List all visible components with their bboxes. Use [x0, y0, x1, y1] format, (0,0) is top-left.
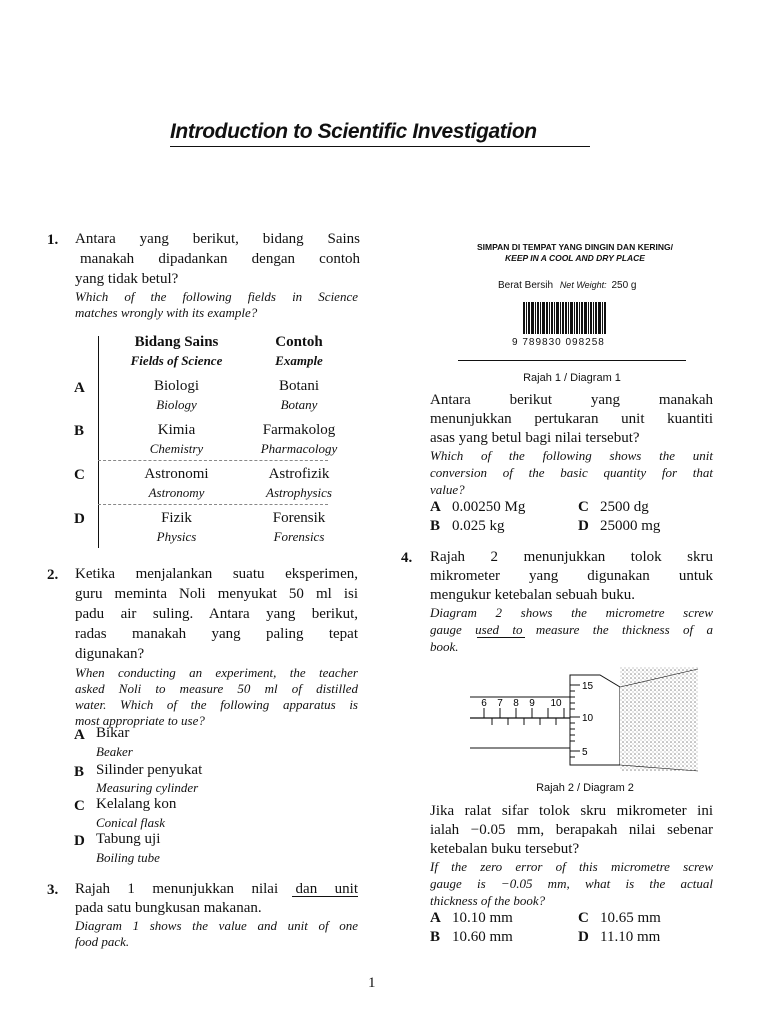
table-header-fields-en: Fields of Science: [130, 353, 223, 368]
fields-table: [74, 330, 354, 548]
option-text: 0.025 kg: [452, 518, 505, 534]
q4-ms-line: mengukur ketebalan sebuah buku.: [430, 587, 635, 603]
question-number-3: 3.: [47, 882, 59, 898]
label-storage-en: KEEP IN A COOL AND DRY PLACE: [505, 253, 645, 263]
option-letter: C: [74, 798, 85, 814]
q4-en-line: gauge used to measure the thickness of a: [430, 622, 713, 637]
q4-ms-line: Jika ralat sifar tolok skru mikrometer ini: [430, 803, 713, 819]
option-text: 10.65 mm: [600, 910, 661, 926]
question-number-2: 2.: [47, 567, 59, 583]
option-text: 0.00250 Mg: [452, 499, 526, 515]
q3-ms-line: pada satu bungkusan makanan.: [75, 900, 262, 916]
thimble-tick-label: 5: [582, 747, 588, 758]
option-ms: Bikar: [96, 725, 130, 741]
field-en: Astronomy: [148, 485, 205, 500]
net-weight: [498, 280, 636, 291]
table-divider: [98, 336, 99, 548]
sleeve-tick-label: 8: [513, 698, 519, 709]
sleeve-tick-label: 6: [481, 698, 487, 709]
underline-mark: [292, 896, 358, 897]
option-en: Boiling tube: [96, 850, 160, 865]
net-weight-en: Net Weight:: [559, 280, 607, 290]
barcode-number: 9 789830 098258: [512, 337, 605, 348]
page-title: Introduction to Scientific Investigation: [170, 120, 590, 147]
option-letter: A: [74, 727, 85, 743]
field-en: Chemistry: [149, 441, 204, 456]
option-letter: C: [578, 499, 589, 515]
example-ms: Forensik: [272, 510, 326, 526]
q2-ms-line: digunakan?: [75, 646, 145, 662]
field-ms: Astronomi: [144, 466, 209, 482]
option-ms: Kelalang kon: [96, 796, 177, 812]
q3-ms-line: Antara berikut yang manakah: [430, 392, 713, 408]
field-en: Biology: [156, 397, 197, 412]
q1-ms-line: yang tidak betul?: [75, 271, 179, 287]
q3-en-line: conversion of the basic quantity for that: [430, 465, 713, 480]
table-header-fields-ms: Bidang Sains: [134, 334, 219, 350]
option-ms: Silinder penyukat: [96, 762, 203, 778]
row-divider: [98, 504, 328, 505]
q4-ms-line: mikrometer yang digunakan untuk: [430, 568, 713, 584]
example-en: Astrophysics: [266, 485, 332, 500]
barcode: [523, 302, 607, 334]
diagram-2-caption: Rajah 2 / Diagram 2: [536, 782, 634, 794]
option-letter: A: [430, 499, 441, 515]
thimble-tick-label: 15: [582, 681, 594, 692]
underline-mark: [477, 637, 525, 638]
option-letter: B: [430, 929, 441, 945]
field-en: Physics: [156, 529, 197, 544]
option-text: 11.10 mm: [600, 929, 661, 945]
q4-en-line: Diagram 2 shows the micrometre screw: [430, 605, 713, 620]
q4-ms-line: Rajah 2 menunjukkan tolok skru: [430, 549, 713, 565]
row-divider: [98, 460, 328, 461]
example-ms: Astrofizik: [268, 466, 330, 482]
option-letter: C: [578, 910, 589, 926]
q3-ms-line: menunjukkan pertukaran unit kuantiti: [430, 411, 713, 427]
option-en: Measuring cylinder: [96, 780, 199, 795]
row-letter: D: [74, 511, 85, 527]
q4-en-line: If the zero error of this micrometre screw: [430, 859, 713, 874]
example-en: Forensics: [273, 529, 325, 544]
q4-en-line: thickness of the book?: [430, 893, 546, 908]
option-text: 25000 mg: [600, 518, 661, 534]
option-text: 10.10 mm: [452, 910, 513, 926]
option-letter: D: [74, 833, 85, 849]
q1-en-line: matches wrongly with its example?: [75, 305, 258, 320]
net-weight-ms: Berat Bersih: [498, 280, 554, 291]
q2-en-line: most appropriate to use?: [75, 713, 205, 728]
q1-en-line: Which of the following fields in Science: [75, 289, 358, 304]
q3-ms-line: asas yang betul bagi nilai tersebut?: [430, 430, 640, 446]
row-letter: A: [74, 380, 85, 396]
sleeve-tick-label: 9: [529, 698, 535, 709]
page-number: 1: [368, 975, 376, 991]
question-number-1: 1.: [47, 232, 59, 248]
option-letter: B: [74, 764, 85, 780]
q2-en-line: When conducting an experiment, the teacher: [75, 665, 358, 680]
q4-en-line: book.: [430, 639, 459, 654]
q4-ms-line: ialah −0.05 mm, berapakah nilai sebenar: [430, 822, 713, 838]
example-en: Pharmacology: [260, 441, 338, 456]
q3-en-line: Which of the following shows the unit: [430, 448, 713, 463]
option-ms: Tabung uji: [96, 831, 161, 847]
example-en: Botany: [280, 397, 318, 412]
option-letter: D: [578, 518, 589, 534]
table-header-example-en: Example: [275, 353, 323, 368]
row-letter: B: [74, 423, 85, 439]
q2-ms-line: Ketika menjalankan suatu eksperimen,: [75, 566, 358, 582]
q3-ms-line: Rajah 1 menunjukkan nilai dan unit: [75, 881, 358, 897]
q1-ms-line: manakah dipadankan dengan contoh: [80, 251, 360, 267]
q2-en-line: asked Noli to measure 50 ml of distilled: [75, 681, 358, 696]
field-ms: Biologi: [153, 378, 199, 394]
table-header-example-ms: Contoh: [275, 334, 323, 350]
sleeve-tick-label: 7: [497, 698, 503, 709]
q3-en-line: food pack.: [75, 934, 130, 949]
thimble-tick-label: 10: [582, 713, 594, 724]
option-en: Beaker: [96, 744, 133, 759]
q2-en-line: water. Which of the following apparatus is: [75, 697, 358, 712]
question-number-4: 4.: [401, 550, 413, 566]
micrometer-diagram: [470, 665, 700, 775]
q1-ms-line: Antara yang berikut, bidang Sains: [75, 231, 360, 247]
q2-ms-line: padu air suling. Antara yang berikut,: [75, 606, 358, 622]
q4-en-line: gauge is −0.05 mm, what is the actual: [430, 876, 713, 891]
example-ms: Farmakolog: [262, 422, 336, 438]
option-text: 2500 dg: [600, 499, 649, 515]
field-ms: Kimia: [157, 422, 196, 438]
net-weight-value: 250 g: [611, 280, 637, 291]
option-letter: A: [430, 910, 441, 926]
q4-ms-line: ketebalan buku tersebut?: [430, 841, 580, 857]
label-storage-ms: SIMPAN DI TEMPAT YANG DINGIN DAN KERING/: [477, 242, 673, 252]
option-letter: D: [578, 929, 589, 945]
option-en: Conical flask: [96, 815, 165, 830]
q2-ms-line: radas manakah yang paling tepat: [75, 626, 358, 642]
q3-en-line: Diagram 1 shows the value and unit of one: [75, 918, 358, 933]
example-ms: Botani: [279, 378, 319, 394]
q2-ms-line: guru meminta Noli menyukat 50 ml isi: [75, 586, 358, 602]
diagram-1-rule: [458, 360, 686, 361]
row-letter: C: [74, 467, 85, 483]
diagram-1-caption: Rajah 1 / Diagram 1: [523, 372, 621, 384]
field-ms: Fizik: [161, 510, 192, 526]
option-letter: B: [430, 518, 441, 534]
q3-en-line: value?: [430, 482, 465, 497]
sleeve-tick-label: 10: [550, 698, 562, 709]
option-text: 10.60 mm: [452, 929, 513, 945]
